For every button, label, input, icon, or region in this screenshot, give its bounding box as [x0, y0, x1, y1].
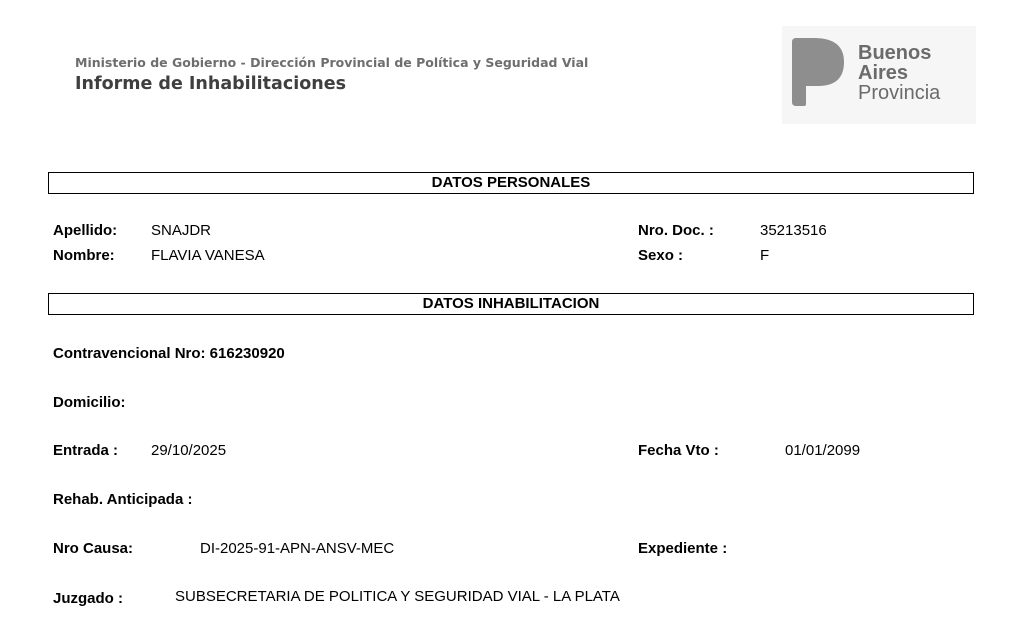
nombre-value: FLAVIA VANESA	[151, 247, 265, 264]
logo-line-provincia: Provincia	[858, 82, 941, 104]
ministry-subtitle: Ministerio de Gobierno - Dirección Provincial de Política y Seguridad Vial	[75, 55, 589, 70]
province-logo-icon	[790, 36, 848, 108]
juzgado-value: SUBSECRETARIA DE POLITICA Y SEGURIDAD VIAL - LA PLATA	[175, 588, 620, 605]
nro-causa-value: DI-2025-91-APN-ANSV-MEC	[200, 540, 395, 557]
fecha-vto-label: Fecha Vto :	[638, 442, 719, 459]
section-datos-inhabilitacion: DATOS INHABILITACION	[48, 293, 974, 315]
logo-text	[858, 43, 940, 103]
entrada-value: 29/10/2025	[151, 442, 227, 459]
logo-line-buenos: Buenos	[858, 42, 932, 64]
contravencional-number: Contravencional Nro: 616230920	[53, 345, 285, 362]
doc-value: 35213516	[760, 222, 827, 239]
rehab-anticipada-label: Rehab. Anticipada :	[53, 491, 193, 508]
section-datos-personales: DATOS PERSONALES	[48, 172, 974, 194]
apellido-label: Apellido:	[53, 222, 118, 239]
expediente-label: Expediente :	[638, 540, 728, 557]
fecha-vto-value: 01/01/2099	[785, 442, 861, 459]
juzgado-label: Juzgado :	[53, 590, 123, 607]
domicilio-label: Domicilio:	[53, 394, 126, 411]
apellido-value: SNAJDR	[151, 222, 212, 239]
entrada-label: Entrada :	[53, 442, 119, 459]
doc-label: Nro. Doc. :	[638, 222, 714, 239]
logo-line-aires: Aires	[858, 62, 909, 84]
nro-causa-label: Nro Causa:	[53, 540, 134, 557]
sexo-value: F	[760, 247, 770, 264]
sexo-label: Sexo :	[638, 247, 684, 264]
nombre-label: Nombre:	[53, 247, 115, 264]
report-title: Informe de Inhabilitaciones	[75, 74, 346, 94]
